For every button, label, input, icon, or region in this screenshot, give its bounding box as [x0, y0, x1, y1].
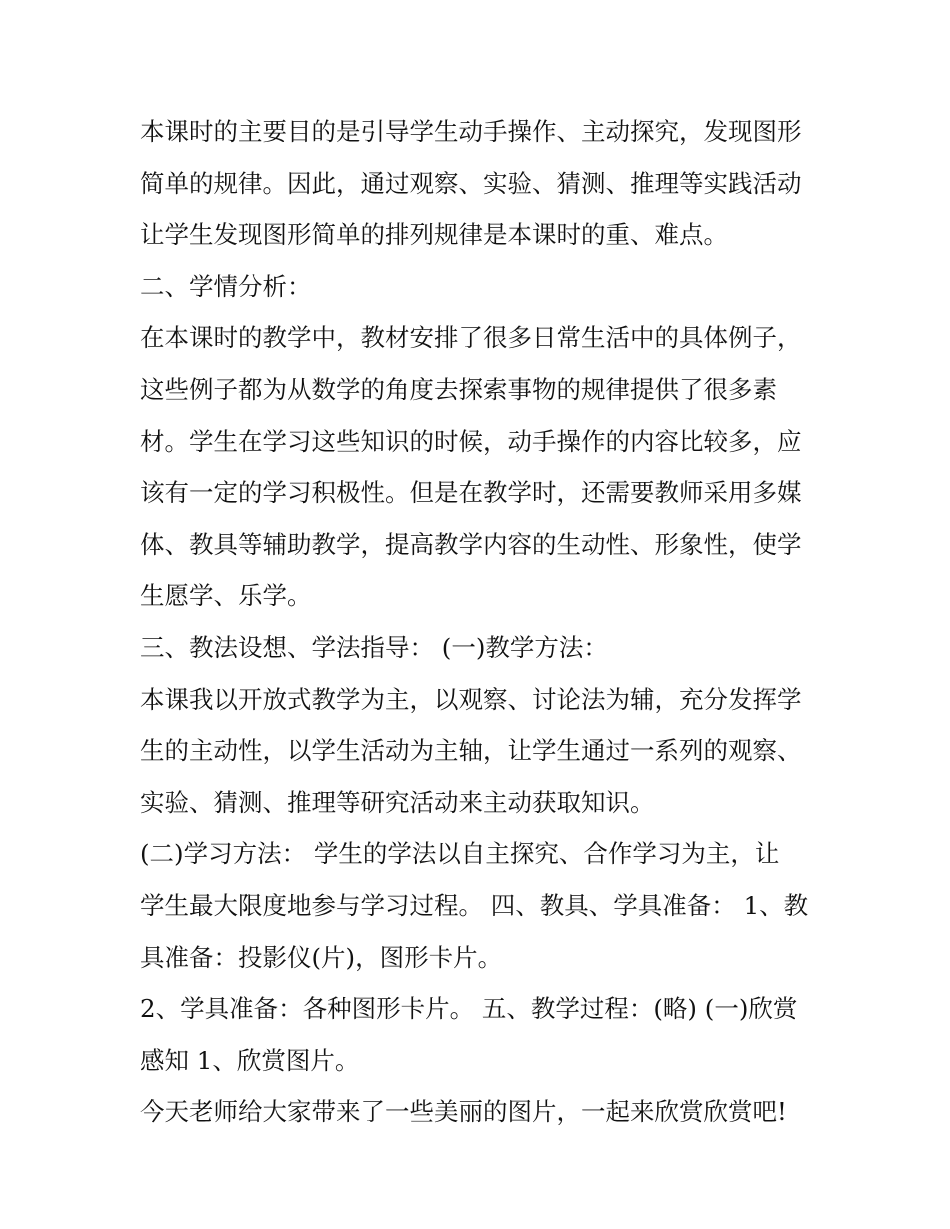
text-line: 学生最大限度地参与学习过程。 四、教具、学具准备： 1、教	[140, 890, 809, 920]
text-line: 简单的规律。因此，通过观察、实验、猜测、推理等实践活动	[140, 168, 802, 198]
text-line: 生的主动性，以学生活动为主轴，让学生通过一系列的观察、	[140, 736, 802, 766]
text-line: 感知 1、欣赏图片。	[140, 1045, 360, 1075]
text-line: 让学生发现图形简单的排列规律是本课时的重、难点。	[140, 220, 728, 250]
section-heading: 三、教法设想、学法指导： (一)教学方法：	[140, 632, 608, 662]
text-line: 材。学生在学习这些知识的时候，动手操作的内容比较多，应	[140, 426, 802, 456]
text-line: 这些例子都为从数学的角度去探索事物的规律提供了很多素	[140, 374, 777, 404]
text-line: 生愿学、乐学。	[140, 581, 312, 611]
text-line: 今天老师给大家带来了一些美丽的图片，一起来欣赏欣赏吧!	[140, 1097, 787, 1127]
text-line: 本课时的主要目的是引导学生动手操作、主动探究，发现图形	[140, 117, 802, 146]
text-line: 具准备：投影仪(片)，图形卡片。	[140, 942, 503, 972]
text-line: (二)学习方法： 学生的学法以自主探究、合作学习为主，让	[140, 839, 780, 869]
text-line: 本课我以开放式教学为主，以观察、讨论法为辅，充分发挥学	[140, 684, 802, 714]
document-body	[140, 106, 830, 1138]
text-line: 在本课时的教学中，教材安排了很多日常生活中的具体例子，	[140, 323, 802, 353]
text-line: 2、学具准备：各种图形卡片。 五、教学过程：(略) (一)欣赏	[140, 994, 798, 1024]
text-line: 该有一定的学习积极性。但是在教学时，还需要教师采用多媒	[140, 478, 802, 508]
section-heading: 二、学情分析：	[140, 271, 312, 301]
text-line: 体、教具等辅助教学，提高教学内容的生动性、形象性，使学	[140, 529, 802, 559]
text-line: 实验、猜测、推理等研究活动来主动获取知识。	[140, 787, 655, 817]
